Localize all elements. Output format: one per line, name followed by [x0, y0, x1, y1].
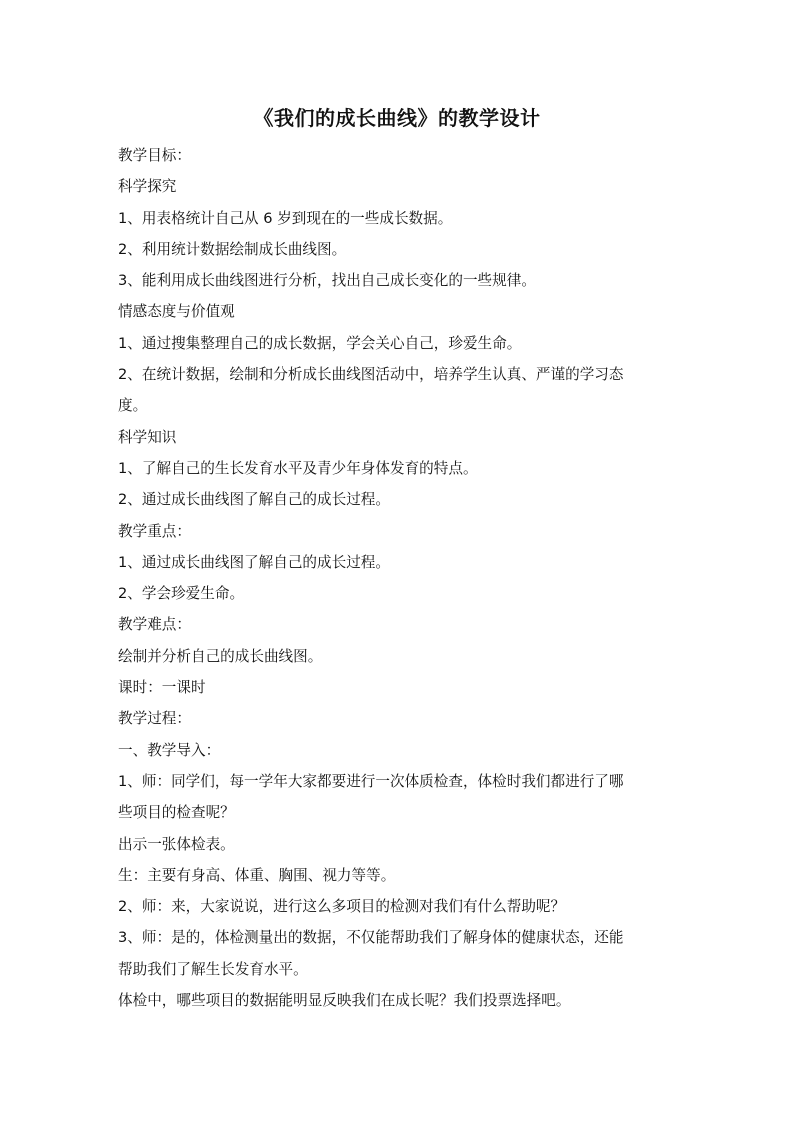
- paragraph-line: 度。: [118, 397, 148, 415]
- paragraph-line: 3、师：是的，体检测量出的数据，不仅能帮助我们了解身体的健康状态，还能: [118, 929, 624, 947]
- paragraph-line: 2、利用统计数据绘制成长曲线图。: [118, 240, 347, 258]
- paragraph-line: 些项目的检查呢？: [118, 804, 235, 822]
- paragraph-line: 教学目标：: [118, 147, 191, 164]
- paragraph-line: 1、师：同学们，每一学年大家都要进行一次体质检查，体检时我们都进行了哪: [118, 772, 624, 790]
- paragraph-line: 1、了解自己的生长发育水平及青少年身体发育的特点。: [118, 459, 478, 477]
- paragraph-line: 课时：一课时: [118, 679, 206, 697]
- paragraph-line: 教学难点：: [118, 616, 191, 634]
- paragraph-line: 3、能利用成长曲线图进行分析，找出自己成长变化的一些规律。: [118, 272, 536, 290]
- paragraph-line: 教学过程：: [118, 710, 191, 728]
- paragraph-line: 2、学会珍爱生命。: [118, 585, 245, 603]
- paragraph-line: 体检中，哪些项目的数据能明显反映我们在成长呢？我们投票选择吧。: [118, 992, 571, 1010]
- paragraph-line: 绘制并分析自己的成长曲线图。: [118, 647, 323, 665]
- document-title: 《我们的成长曲线》的教学设计: [253, 106, 541, 130]
- paragraph-line: 科学知识: [118, 428, 177, 446]
- paragraph-line: 情感态度与价值观: [118, 303, 235, 321]
- paragraph-line: 出示一张体检表。: [118, 835, 235, 853]
- paragraph-line: 2、通过成长曲线图了解自己的成长过程。: [118, 491, 390, 509]
- paragraph-line: 帮助我们了解生长发育水平。: [118, 960, 308, 978]
- paragraph-line: 1、通过搜集整理自己的成长数据，学会关心自己，珍爱生命。: [118, 334, 522, 352]
- paragraph-line: 1、用表格统计自己从 6 岁到现在的一些成长数据。: [118, 209, 453, 227]
- paragraph-line: 2、在统计数据，绘制和分析成长曲线图活动中，培养学生认真、严谨的学习态: [118, 366, 624, 384]
- paragraph-line: 生：主要有身高、体重、胸围、视力等等。: [118, 866, 396, 884]
- paragraph-line: 1、通过成长曲线图了解自己的成长过程。: [118, 553, 390, 571]
- paragraph-line: 教学重点：: [118, 522, 191, 540]
- paragraph-line: 一、教学导入：: [118, 741, 221, 759]
- paragraph-line: 科学探究: [118, 178, 177, 196]
- document-body: [118, 140, 688, 1016]
- paragraph-line: 2、师：来，大家说说，进行这么多项目的检测对我们有什么帮助呢？: [118, 898, 566, 916]
